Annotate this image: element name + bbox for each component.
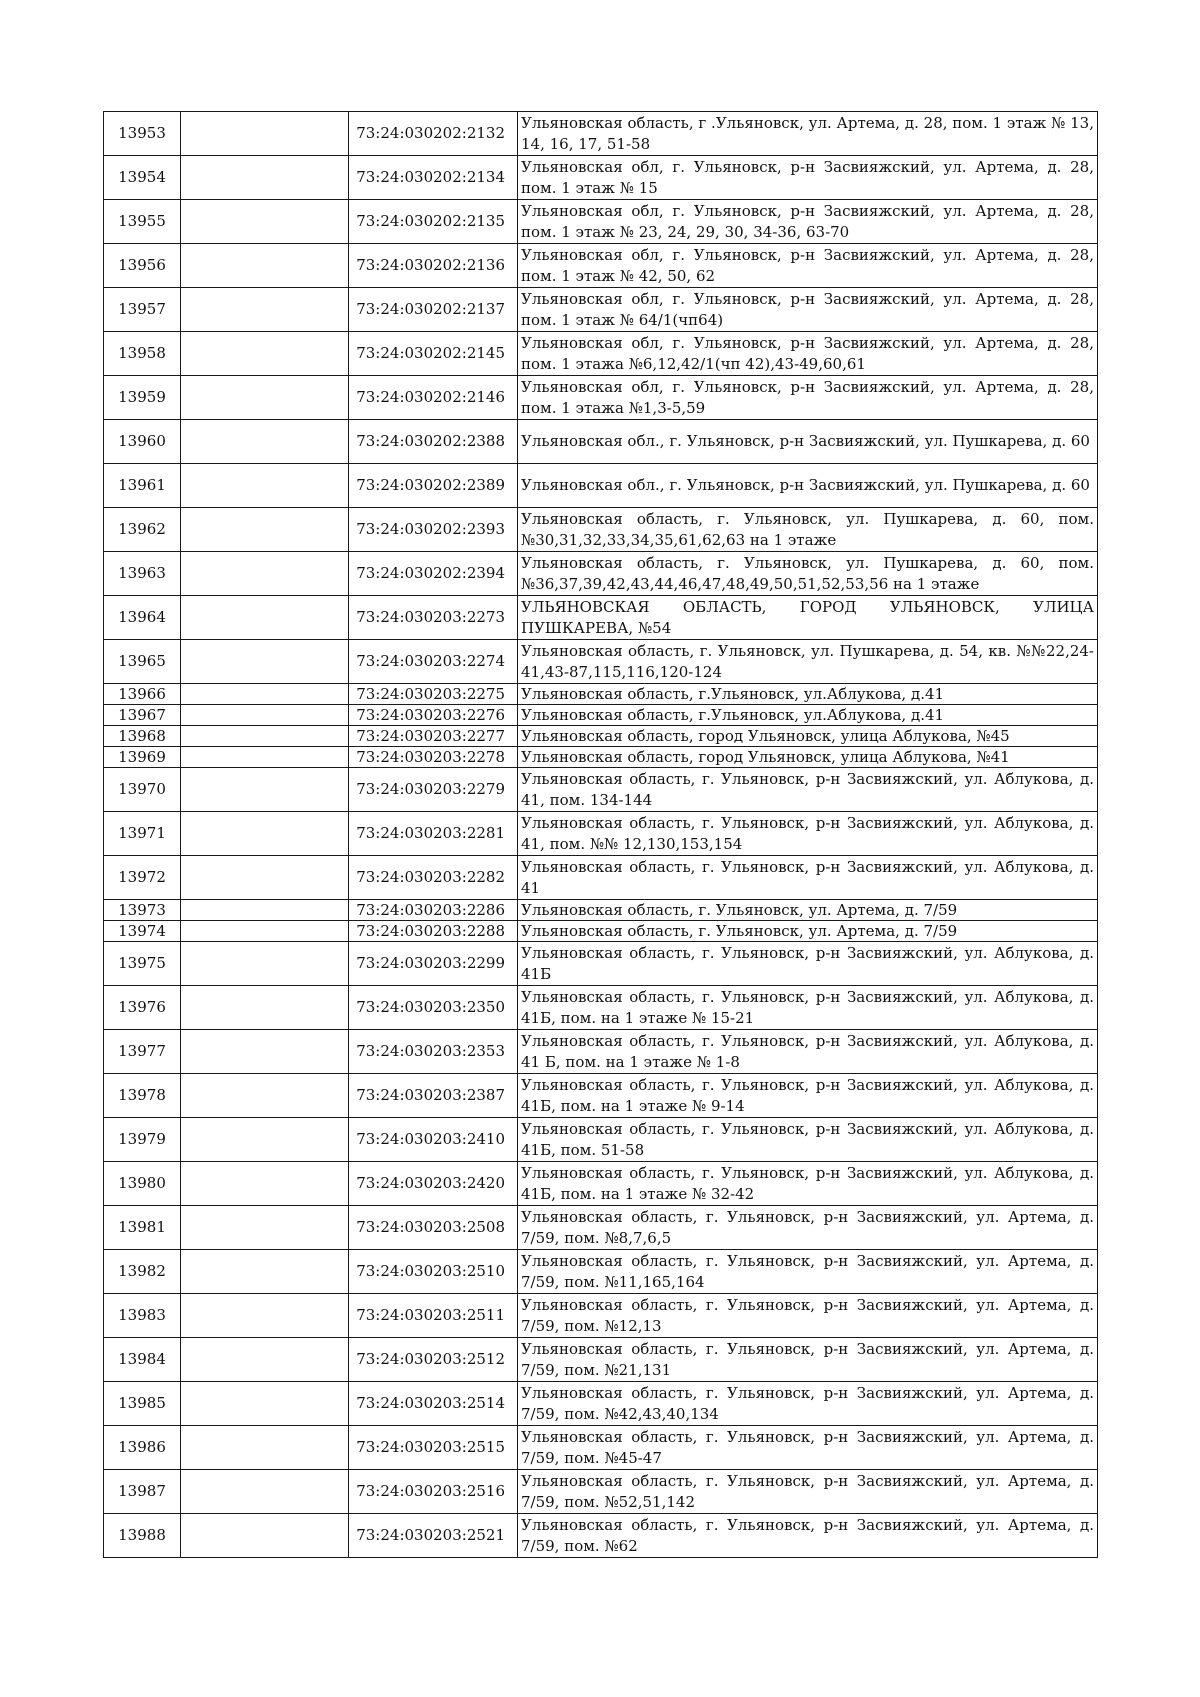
cadastral-number-cell: 73:24:030203:2282 bbox=[349, 856, 518, 900]
address-cell: Ульяновская область, г. Ульяновск, р-н Засвияжский, ул. Аблукова, д. 41 bbox=[518, 856, 1098, 900]
address-cell: Ульяновская область, г. Ульяновск, р-н Засвияжский, ул. Артема, д. 7/59, пом. №8,7,6,5 bbox=[518, 1206, 1098, 1250]
row-number-cell: 13968 bbox=[104, 726, 181, 747]
row-number-cell: 13964 bbox=[104, 596, 181, 640]
row-number-cell: 13953 bbox=[104, 112, 181, 156]
cadastral-number-cell: 73:24:030203:2277 bbox=[349, 726, 518, 747]
row-number-cell: 13971 bbox=[104, 812, 181, 856]
table-row bbox=[104, 768, 1098, 812]
address-cell: Ульяновская обл., г. Ульяновск, р-н Засвияжский, ул. Пушкарева, д. 60 bbox=[518, 464, 1098, 508]
address-cell: Ульяновская область, г.Ульяновск, ул.Аблукова, д.41 bbox=[518, 705, 1098, 726]
cadastral-number-cell: 73:24:030202:2393 bbox=[349, 508, 518, 552]
address-cell: Ульяновская обл, г. Ульяновск, р-н Засвияжский, ул. Артема, д. 28, пом. 1 этаж № 42, 50, 62 bbox=[518, 244, 1098, 288]
address-cell: Ульяновская область, г. Ульяновск, р-н Засвияжский, ул. Аблукова, д. 41Б bbox=[518, 942, 1098, 986]
address-cell: Ульяновская обл, г. Ульяновск, р-н Засвияжский, ул. Артема, д. 28, пом. 1 этаж № 23, 24, 29, 30, 34-36, 63-70 bbox=[518, 200, 1098, 244]
cadastral-number-cell: 73:24:030203:2279 bbox=[349, 768, 518, 812]
table-row bbox=[104, 1030, 1098, 1074]
address-cell: Ульяновская обл, г. Ульяновск, р-н Засвияжский, ул. Артема, д. 28, пом. 1 этаж № 64/1(чп64) bbox=[518, 288, 1098, 332]
table-row bbox=[104, 705, 1098, 726]
address-cell: Ульяновская область, г. Ульяновск, р-н Засвияжский, ул. Аблукова, д. 41Б, пом. 51-58 bbox=[518, 1118, 1098, 1162]
address-cell: Ульяновская область, город Ульяновск, улица Аблукова, №41 bbox=[518, 747, 1098, 768]
table-row bbox=[104, 726, 1098, 747]
cadastral-number-cell: 73:24:030202:2136 bbox=[349, 244, 518, 288]
empty-cell bbox=[181, 112, 349, 156]
row-number-cell: 13986 bbox=[104, 1426, 181, 1470]
empty-cell bbox=[181, 1162, 349, 1206]
table-row bbox=[104, 747, 1098, 768]
address-cell: Ульяновская область, г. Ульяновск, р-н Засвияжский, ул. Артема, д. 7/59, пом. №62 bbox=[518, 1514, 1098, 1558]
row-number-cell: 13962 bbox=[104, 508, 181, 552]
cadastral-number-cell: 73:24:030203:2521 bbox=[349, 1514, 518, 1558]
empty-cell bbox=[181, 1470, 349, 1514]
table-row bbox=[104, 464, 1098, 508]
cadastral-number-cell: 73:24:030203:2278 bbox=[349, 747, 518, 768]
address-cell: УЛЬЯНОВСКАЯ ОБЛАСТЬ, ГОРОД УЛЬЯНОВСК, УЛИЦА ПУШКАРЕВА, №54 bbox=[518, 596, 1098, 640]
table-row bbox=[104, 640, 1098, 684]
empty-cell bbox=[181, 986, 349, 1030]
cadastral-number-cell: 73:24:030203:2288 bbox=[349, 921, 518, 942]
address-cell: Ульяновская область, г .Ульяновск, ул. Артема, д. 28, пом. 1 этаж № 13, 14, 16, 17, 51-58 bbox=[518, 112, 1098, 156]
address-cell: Ульяновская обл., г. Ульяновск, р-н Засвияжский, ул. Пушкарева, д. 60 bbox=[518, 420, 1098, 464]
address-cell: Ульяновская обл, г. Ульяновск, р-н Засвияжский, ул. Артема, д. 28, пом. 1 этажа №1,3-5,59 bbox=[518, 376, 1098, 420]
empty-cell bbox=[181, 1250, 349, 1294]
cadastral-number-cell: 73:24:030203:2350 bbox=[349, 986, 518, 1030]
address-cell: Ульяновская область, г. Ульяновск, ул. Пушкарева, д. 60, пом. №30,31,32,33,34,35,61,62,63 на 1 этаже bbox=[518, 508, 1098, 552]
empty-cell bbox=[181, 812, 349, 856]
cadastral-number-cell: 73:24:030202:2394 bbox=[349, 552, 518, 596]
row-number-cell: 13959 bbox=[104, 376, 181, 420]
row-number-cell: 13955 bbox=[104, 200, 181, 244]
table-row bbox=[104, 1074, 1098, 1118]
address-cell: Ульяновская область, г. Ульяновск, ул. Артема, д. 7/59 bbox=[518, 900, 1098, 921]
row-number-cell: 13954 bbox=[104, 156, 181, 200]
cadastral-number-cell: 73:24:030203:2510 bbox=[349, 1250, 518, 1294]
empty-cell bbox=[181, 552, 349, 596]
row-number-cell: 13958 bbox=[104, 332, 181, 376]
cadastral-number-cell: 73:24:030203:2387 bbox=[349, 1074, 518, 1118]
row-number-cell: 13966 bbox=[104, 684, 181, 705]
empty-cell bbox=[181, 1118, 349, 1162]
empty-cell bbox=[181, 705, 349, 726]
empty-cell bbox=[181, 942, 349, 986]
row-number-cell: 13975 bbox=[104, 942, 181, 986]
table-row bbox=[104, 1382, 1098, 1426]
cadastral-number-cell: 73:24:030202:2137 bbox=[349, 288, 518, 332]
table-row bbox=[104, 288, 1098, 332]
empty-cell bbox=[181, 1382, 349, 1426]
row-number-cell: 13984 bbox=[104, 1338, 181, 1382]
empty-cell bbox=[181, 1426, 349, 1470]
cadastral-number-cell: 73:24:030203:2515 bbox=[349, 1426, 518, 1470]
table-row bbox=[104, 684, 1098, 705]
address-cell: Ульяновская область, г. Ульяновск, р-н Засвияжский, ул. Артема, д. 7/59, пом. №42,43,40,134 bbox=[518, 1382, 1098, 1426]
empty-cell bbox=[181, 420, 349, 464]
table-row bbox=[104, 812, 1098, 856]
table-row bbox=[104, 1162, 1098, 1206]
table-row bbox=[104, 921, 1098, 942]
empty-cell bbox=[181, 747, 349, 768]
address-cell: Ульяновская область, г. Ульяновск, р-н Засвияжский, ул. Аблукова, д. 41Б, пом. на 1 этаже № 15-21 bbox=[518, 986, 1098, 1030]
empty-cell bbox=[181, 376, 349, 420]
address-cell: Ульяновская обл, г. Ульяновск, р-н Засвияжский, ул. Артема, д. 28, пом. 1 этаж № 15 bbox=[518, 156, 1098, 200]
table-row bbox=[104, 942, 1098, 986]
empty-cell bbox=[181, 900, 349, 921]
address-cell: Ульяновская область, г. Ульяновск, р-н Засвияжский, ул. Аблукова, д. 41, пом. 134-144 bbox=[518, 768, 1098, 812]
row-number-cell: 13987 bbox=[104, 1470, 181, 1514]
empty-cell bbox=[181, 596, 349, 640]
row-number-cell: 13960 bbox=[104, 420, 181, 464]
register-table bbox=[103, 111, 1098, 1558]
row-number-cell: 13972 bbox=[104, 856, 181, 900]
cadastral-number-cell: 73:24:030203:2276 bbox=[349, 705, 518, 726]
table-row bbox=[104, 856, 1098, 900]
row-number-cell: 13974 bbox=[104, 921, 181, 942]
empty-cell bbox=[181, 1338, 349, 1382]
row-number-cell: 13985 bbox=[104, 1382, 181, 1426]
empty-cell bbox=[181, 921, 349, 942]
row-number-cell: 13978 bbox=[104, 1074, 181, 1118]
address-cell: Ульяновская область, г. Ульяновск, р-н Засвияжский, ул. Артема, д. 7/59, пом. №52,51,142 bbox=[518, 1470, 1098, 1514]
row-number-cell: 13979 bbox=[104, 1118, 181, 1162]
row-number-cell: 13983 bbox=[104, 1294, 181, 1338]
row-number-cell: 13967 bbox=[104, 705, 181, 726]
table-row bbox=[104, 200, 1098, 244]
cadastral-number-cell: 73:24:030203:2508 bbox=[349, 1206, 518, 1250]
address-cell: Ульяновская область, г. Ульяновск, ул. Пушкарева, д. 54, кв. №№22,24-41,43-87,115,116,120-124 bbox=[518, 640, 1098, 684]
empty-cell bbox=[181, 332, 349, 376]
table-row bbox=[104, 376, 1098, 420]
empty-cell bbox=[181, 508, 349, 552]
table-row bbox=[104, 1426, 1098, 1470]
empty-cell bbox=[181, 1206, 349, 1250]
table-row bbox=[104, 1118, 1098, 1162]
register-table-body bbox=[104, 112, 1098, 1558]
row-number-cell: 13956 bbox=[104, 244, 181, 288]
row-number-cell: 13963 bbox=[104, 552, 181, 596]
cadastral-number-cell: 73:24:030203:2516 bbox=[349, 1470, 518, 1514]
row-number-cell: 13980 bbox=[104, 1162, 181, 1206]
address-cell: Ульяновская область, г. Ульяновск, ул. Пушкарева, д. 60, пом. №36,37,39,42,43,44,46,47,48,49,50,51,52,53,56 на 1 этаже bbox=[518, 552, 1098, 596]
empty-cell bbox=[181, 684, 349, 705]
row-number-cell: 13957 bbox=[104, 288, 181, 332]
empty-cell bbox=[181, 464, 349, 508]
address-cell: Ульяновская область, г. Ульяновск, р-н Засвияжский, ул. Аблукова, д. 41 Б, пом. на 1 этаже № 1-8 bbox=[518, 1030, 1098, 1074]
table-row bbox=[104, 112, 1098, 156]
table-row bbox=[104, 1250, 1098, 1294]
empty-cell bbox=[181, 640, 349, 684]
empty-cell bbox=[181, 156, 349, 200]
address-cell: Ульяновская область, г. Ульяновск, р-н Засвияжский, ул. Артема, д. 7/59, пом. №12,13 bbox=[518, 1294, 1098, 1338]
cadastral-number-cell: 73:24:030203:2299 bbox=[349, 942, 518, 986]
address-cell: Ульяновская область, г. Ульяновск, р-н Засвияжский, ул. Артема, д. 7/59, пом. №45-47 bbox=[518, 1426, 1098, 1470]
table-row bbox=[104, 1338, 1098, 1382]
address-cell: Ульяновская область, г. Ульяновск, р-н Засвияжский, ул. Аблукова, д. 41, пом. №№ 12,130,153,154 bbox=[518, 812, 1098, 856]
row-number-cell: 13969 bbox=[104, 747, 181, 768]
cadastral-number-cell: 73:24:030202:2388 bbox=[349, 420, 518, 464]
row-number-cell: 13982 bbox=[104, 1250, 181, 1294]
empty-cell bbox=[181, 726, 349, 747]
cadastral-number-cell: 73:24:030203:2274 bbox=[349, 640, 518, 684]
empty-cell bbox=[181, 768, 349, 812]
row-number-cell: 13976 bbox=[104, 986, 181, 1030]
cadastral-number-cell: 73:24:030203:2286 bbox=[349, 900, 518, 921]
cadastral-number-cell: 73:24:030203:2511 bbox=[349, 1294, 518, 1338]
table-row bbox=[104, 244, 1098, 288]
address-cell: Ульяновская область, г. Ульяновск, р-н Засвияжский, ул. Артема, д. 7/59, пом. №11,165,164 bbox=[518, 1250, 1098, 1294]
empty-cell bbox=[181, 1294, 349, 1338]
empty-cell bbox=[181, 288, 349, 332]
table-row bbox=[104, 552, 1098, 596]
cadastral-number-cell: 73:24:030202:2146 bbox=[349, 376, 518, 420]
row-number-cell: 13970 bbox=[104, 768, 181, 812]
row-number-cell: 13961 bbox=[104, 464, 181, 508]
cadastral-number-cell: 73:24:030203:2281 bbox=[349, 812, 518, 856]
empty-cell bbox=[181, 244, 349, 288]
address-cell: Ульяновская область, г. Ульяновск, р-н Засвияжский, ул. Артема, д. 7/59, пом. №21,131 bbox=[518, 1338, 1098, 1382]
cadastral-number-cell: 73:24:030203:2514 bbox=[349, 1382, 518, 1426]
row-number-cell: 13981 bbox=[104, 1206, 181, 1250]
table-row bbox=[104, 1294, 1098, 1338]
table-row bbox=[104, 1514, 1098, 1558]
row-number-cell: 13977 bbox=[104, 1030, 181, 1074]
cadastral-number-cell: 73:24:030203:2273 bbox=[349, 596, 518, 640]
table-row bbox=[104, 508, 1098, 552]
cadastral-number-cell: 73:24:030203:2275 bbox=[349, 684, 518, 705]
address-cell: Ульяновская область, г. Ульяновск, ул. Артема, д. 7/59 bbox=[518, 921, 1098, 942]
table-row bbox=[104, 596, 1098, 640]
table-row bbox=[104, 1206, 1098, 1250]
table-row bbox=[104, 900, 1098, 921]
cadastral-number-cell: 73:24:030203:2353 bbox=[349, 1030, 518, 1074]
table-row bbox=[104, 986, 1098, 1030]
row-number-cell: 13965 bbox=[104, 640, 181, 684]
empty-cell bbox=[181, 200, 349, 244]
cadastral-number-cell: 73:24:030202:2134 bbox=[349, 156, 518, 200]
cadastral-number-cell: 73:24:030202:2145 bbox=[349, 332, 518, 376]
empty-cell bbox=[181, 1074, 349, 1118]
empty-cell bbox=[181, 1514, 349, 1558]
table-row bbox=[104, 420, 1098, 464]
empty-cell bbox=[181, 1030, 349, 1074]
address-cell: Ульяновская область, г.Ульяновск, ул.Аблукова, д.41 bbox=[518, 684, 1098, 705]
table-row bbox=[104, 332, 1098, 376]
cadastral-number-cell: 73:24:030203:2512 bbox=[349, 1338, 518, 1382]
row-number-cell: 13988 bbox=[104, 1514, 181, 1558]
cadastral-number-cell: 73:24:030202:2389 bbox=[349, 464, 518, 508]
empty-cell bbox=[181, 856, 349, 900]
address-cell: Ульяновская область, г. Ульяновск, р-н Засвияжский, ул. Аблукова, д. 41Б, пом. на 1 этаже № 32-42 bbox=[518, 1162, 1098, 1206]
cadastral-number-cell: 73:24:030203:2410 bbox=[349, 1118, 518, 1162]
cadastral-number-cell: 73:24:030202:2132 bbox=[349, 112, 518, 156]
address-cell: Ульяновская обл, г. Ульяновск, р-н Засвияжский, ул. Артема, д. 28, пом. 1 этажа №6,12,42/1(чп 42),43-49,60,61 bbox=[518, 332, 1098, 376]
cadastral-number-cell: 73:24:030202:2135 bbox=[349, 200, 518, 244]
table-row bbox=[104, 156, 1098, 200]
row-number-cell: 13973 bbox=[104, 900, 181, 921]
table-row bbox=[104, 1470, 1098, 1514]
cadastral-number-cell: 73:24:030203:2420 bbox=[349, 1162, 518, 1206]
address-cell: Ульяновская область, г. Ульяновск, р-н Засвияжский, ул. Аблукова, д. 41Б, пом. на 1 этаже № 9-14 bbox=[518, 1074, 1098, 1118]
address-cell: Ульяновская область, город Ульяновск, улица Аблукова, №45 bbox=[518, 726, 1098, 747]
